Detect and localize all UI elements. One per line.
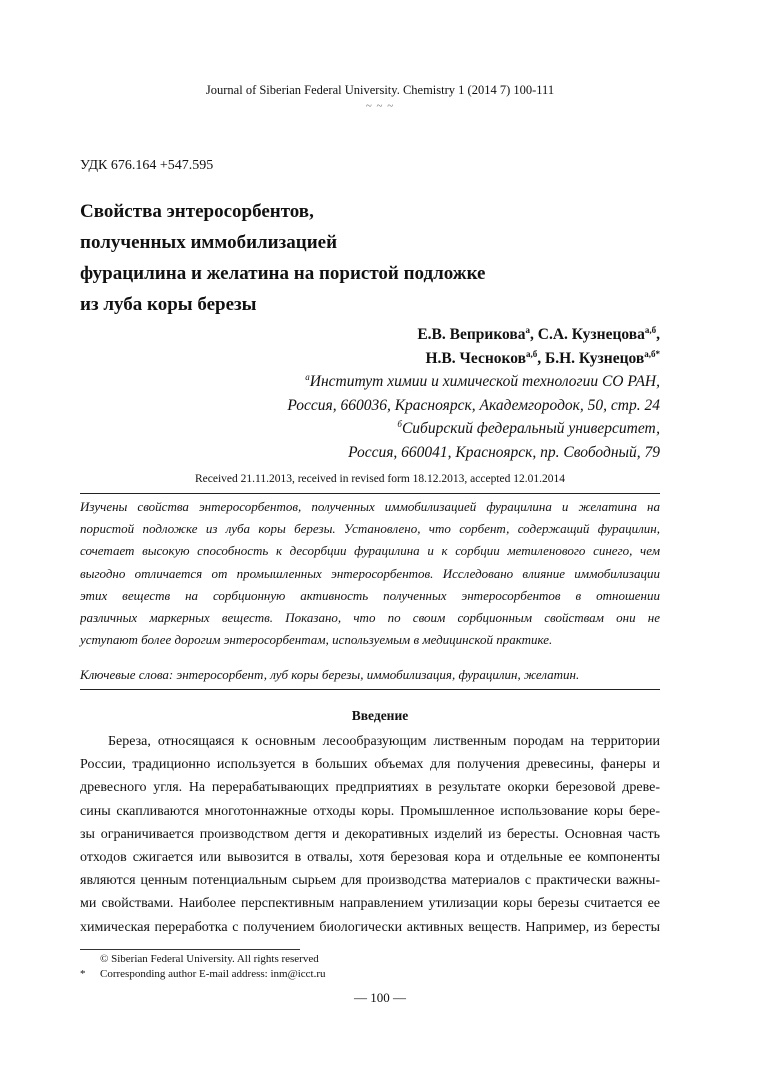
footnote-copyright (80, 953, 319, 965)
author-name: Н.В. Чесноков (425, 350, 526, 367)
author-separator: , (537, 350, 545, 367)
body-line: зы ограничивается производством дегтя и декоративных изделий из бересты. Основная часть (80, 826, 660, 842)
page-number: ― 100 ― (354, 990, 406, 1005)
title-line: полученных иммобилизацией (80, 232, 338, 253)
copyright-text: © Siberian Federal University. All rights reserved (100, 953, 319, 965)
keywords: Ключевые слова: энтеросорбент, луб коры березы, иммобилизация, фурацилин, желатин. (80, 667, 580, 682)
affiliation-b-line-2: Россия, 660041, Красноярск, пр. Свободный, 79 (348, 443, 660, 461)
body-line: Береза, относящаяся к основным лесообразующим лиственным породам на территории (108, 734, 660, 749)
affiliation-mark: б (397, 419, 402, 429)
received-dates: Received 21.11.2013, received in revised form 18.12.2013, accepted 12.01.2014 (194, 473, 566, 485)
abstract-line: пористой подложке из луба коры березы. Установлено, что сорбент, содержащий фурацилин, (80, 521, 660, 537)
abstract-line: выгодно отличается от промышленных энтеросорбентов. Исследовано влияние иммобилизации (80, 565, 660, 581)
author-name: С.А. Кузнецова (537, 326, 645, 343)
affiliations-block (287, 370, 660, 464)
affiliation-a-line-1 (287, 370, 660, 394)
section-heading-introduction: Введение (351, 708, 409, 723)
keywords-bottom-rule (80, 689, 660, 690)
abstract (80, 496, 660, 651)
udk-code: УДК 676.164 +547.595 (80, 158, 214, 173)
title-line: Свойства энтеросорбентов, (80, 201, 314, 222)
author-affiliation-mark: а,б* (644, 349, 660, 359)
footnote-corresponding (80, 968, 326, 980)
abstract-line: Изучены свойства энтеросорбентов, полученных иммобилизацией фурацилина и желатина на (80, 499, 660, 514)
body-line: являются ценным потенциальным сырьем для производства материалов с практически важны- (80, 873, 660, 889)
abstract-line: различных маркерных веществ. Показано, что по своим сорбционным свойствам они не (80, 610, 660, 626)
affiliation-text: Институт химии и химической технологии СО РАН, (309, 373, 660, 390)
abstract-top-rule (80, 493, 660, 494)
body-line: России, традиционно используется в больших объемах для получения древесины, фанеры и (80, 757, 660, 773)
title-line: фурацилина и желатина на пористой подложке (80, 263, 486, 284)
body-line: ми свойствами. Наиболее перспективным направлением утилизации коры березы считается ее (80, 896, 660, 912)
body-text (80, 730, 660, 939)
author-affiliation-mark: а,б (526, 349, 538, 359)
affiliation-text: Сибирский федеральный университет, (401, 420, 660, 437)
authors-block (417, 323, 660, 371)
body-line: сины скапливаются многотоннажные отходы коры. Промышленное использование коры бере- (80, 803, 660, 819)
abstract-line: сочетает высокую способность к десорбции фурацилина и к сорбции метиленового синего, чем (80, 543, 660, 559)
author-name: Б.Н. Кузнецов (545, 350, 645, 367)
title-line: из луба коры березы (80, 294, 257, 315)
header-ornament: ~ ~ ~ (365, 100, 395, 112)
journal-header: Journal of Siberian Federal University. Chemistry 1 (2014 7) 100-111 (205, 83, 555, 97)
author-affiliation-mark: а,б (644, 325, 657, 335)
corresponding-text: Corresponding author E-mail address: inm@icct.ru (100, 968, 326, 980)
body-line: отходов сжигается или вывозится в отвалы, хотя березовая кора и отдельные ее компоненты (80, 850, 660, 866)
article-title (80, 196, 680, 320)
authors-line-1 (417, 323, 660, 347)
author-name: Е.В. Веприкова (417, 326, 526, 343)
asterisk-mark: * (80, 968, 86, 980)
footnote-rule (80, 949, 300, 950)
affiliation-a-line-2: Россия, 660036, Красноярск, Академгородок, 50, стр. 24 (287, 396, 660, 414)
abstract-line: уступают более дорогим энтеросорбентам, используемым в медицинской практике. (80, 632, 553, 648)
author-separator: , (656, 326, 660, 343)
body-line: древесного угля. На перерабатывающих предприятиях в результате окорки березовой древе- (80, 780, 660, 796)
author-separator: , (530, 326, 538, 343)
body-line: химическая переработка с получением биологически активных веществ. Например, из бересты (80, 919, 660, 935)
authors-line-2 (417, 347, 660, 371)
author-affiliation-mark: а (525, 325, 531, 335)
affiliation-mark: а (305, 372, 310, 382)
affiliation-b-line-1 (287, 417, 660, 441)
abstract-line: этих веществ на сорбционную активность полученных энтеросорбентов в отношении (80, 587, 660, 603)
